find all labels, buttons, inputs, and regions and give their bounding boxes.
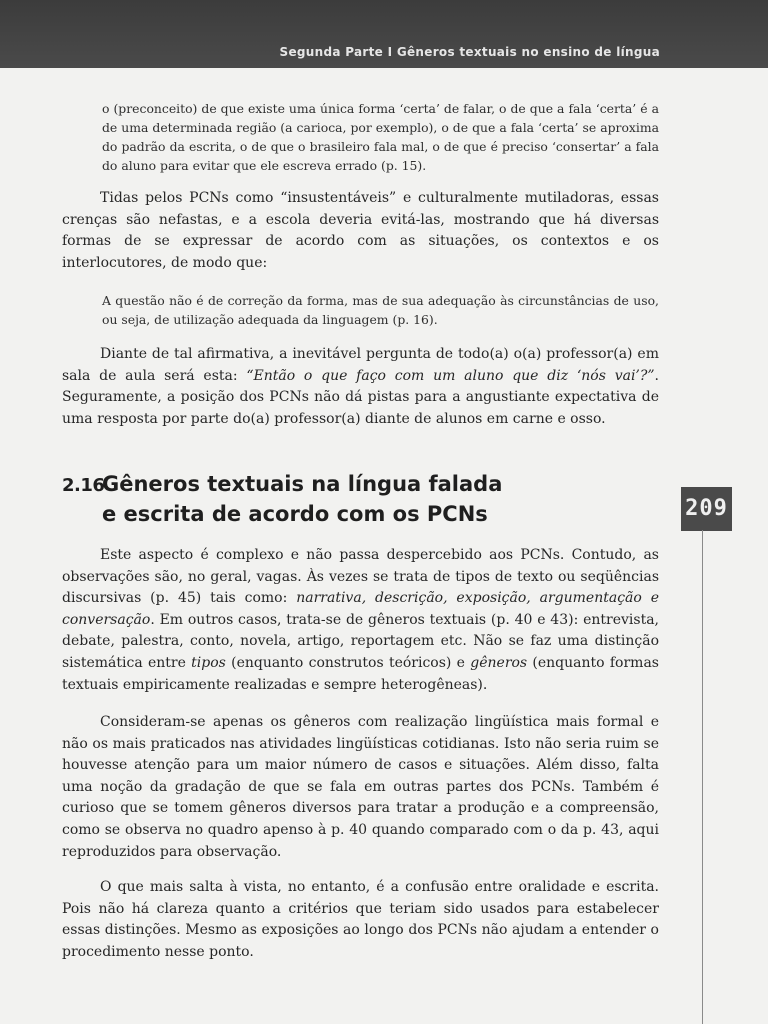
paragraph-4: Consideram-se apenas os gêneros com realização lingüística mais formal e não os mais praticados nas atividades lingüísticas cotidianas. Isto não seria ruim se houvesse atenção para um maior número de casos e situações. Além disso, falta uma noção da gradação de que se fala em outras partes dos PCNs. Também é curioso que se tomem gêneros diversos para tratar a produção e a compreensão, como se observa no quadro apenso à p. 40 quando comparado com o da p. 43, aqui reproduzidos para observação. [62, 714, 659, 860]
page-number: 209 [681, 487, 732, 531]
running-head: Segunda Parte I Gêneros textuais no ensino de língua [279, 45, 660, 59]
paragraph-3-part-a: Este aspecto é complexo e não passa despercebido aos PCNs. Contudo, as observações são, no geral, vagas. Às vezes se trata de tipos de texto ou seqüências discursivas (p. 45) tais como: [62, 547, 659, 607]
paragraph-2-question: “Então o que faço com um aluno que diz ‘nós vai’?” [246, 367, 655, 384]
section-heading [62, 470, 582, 528]
paragraph-2 [62, 344, 659, 430]
paragraph-3 [62, 545, 659, 696]
section-title-line2: e escrita de acordo com os PCNs [102, 502, 488, 526]
paragraph-5: O que mais salta à vista, no entanto, é a confusão entre oralidade e escrita. Pois não há clareza quanto a critérios que teriam sido usados para estabelecer essas distinções. Mesmo as exposições ao longo dos PCNs não ajudam a entender o procedimento nesse ponto. [62, 879, 659, 960]
paragraph-2-text-end: . Seguramente, a posição dos PCNs não dá pistas para a angustiante expectativa de uma resposta por parte do(a) professor(a) diante de alunos em carne e osso. [62, 367, 659, 427]
paragraph-3-generos: gêneros [470, 654, 528, 671]
header-bar [0, 0, 768, 68]
paragraph-3-part-c: (enquanto construtos teóricos) e [225, 654, 471, 671]
paragraph-3-part-d: (enquanto formas textuais empiricamente realizadas e sempre heterogêneas). [62, 654, 659, 693]
section-title-line1: Gêneros textuais na língua falada [102, 472, 503, 496]
block-quote-2: A questão não é de correção da forma, mas de sua adequação às circunstâncias de uso, ou seja, de utilização adequada da linguagem (p. 16). [102, 293, 659, 327]
margin-rule [702, 530, 703, 1024]
section-number: 2.16 [62, 475, 105, 496]
block-quote-1: o (preconceito) de que existe uma única forma ‘certa’ de falar, o de que a fala ‘certa’ é a de uma determinada região (a carioca, por exemplo), o de que a fala ‘certa’ se aproxima do padrão da escrita, o de que o brasileiro fala mal, o de que é preciso ‘consertar’ a fala do aluno para evitar que ele escreva errado (p. 15). [102, 101, 659, 173]
paragraph-2-text-start: Diante de tal afirmativa, a inevitável pergunta de todo(a) o(a) professor(a) em sala de aula será esta: [62, 346, 659, 384]
paragraph-1: Tidas pelos PCNs como “insustentáveis” e culturalmente mutiladoras, essas crenças são nefastas, e a escola deveria evitá-las, mostrando que há diversas formas de se expressar de acordo com as situações, os contextos e os interlocutores, de modo que: [62, 190, 659, 271]
paragraph-3-tipos: tipos [191, 654, 226, 671]
paragraph-3-part-b: . Em outros casos, trata-se de gêneros textuais (p. 40 e 43): entrevista, debate, palestra, conto, novela, artigo, reportagem etc. Não se faz uma distinção sistemática entre [62, 611, 659, 671]
paragraph-3-terms: narrativa, descrição, exposição, argumentação e conversação [62, 590, 659, 628]
